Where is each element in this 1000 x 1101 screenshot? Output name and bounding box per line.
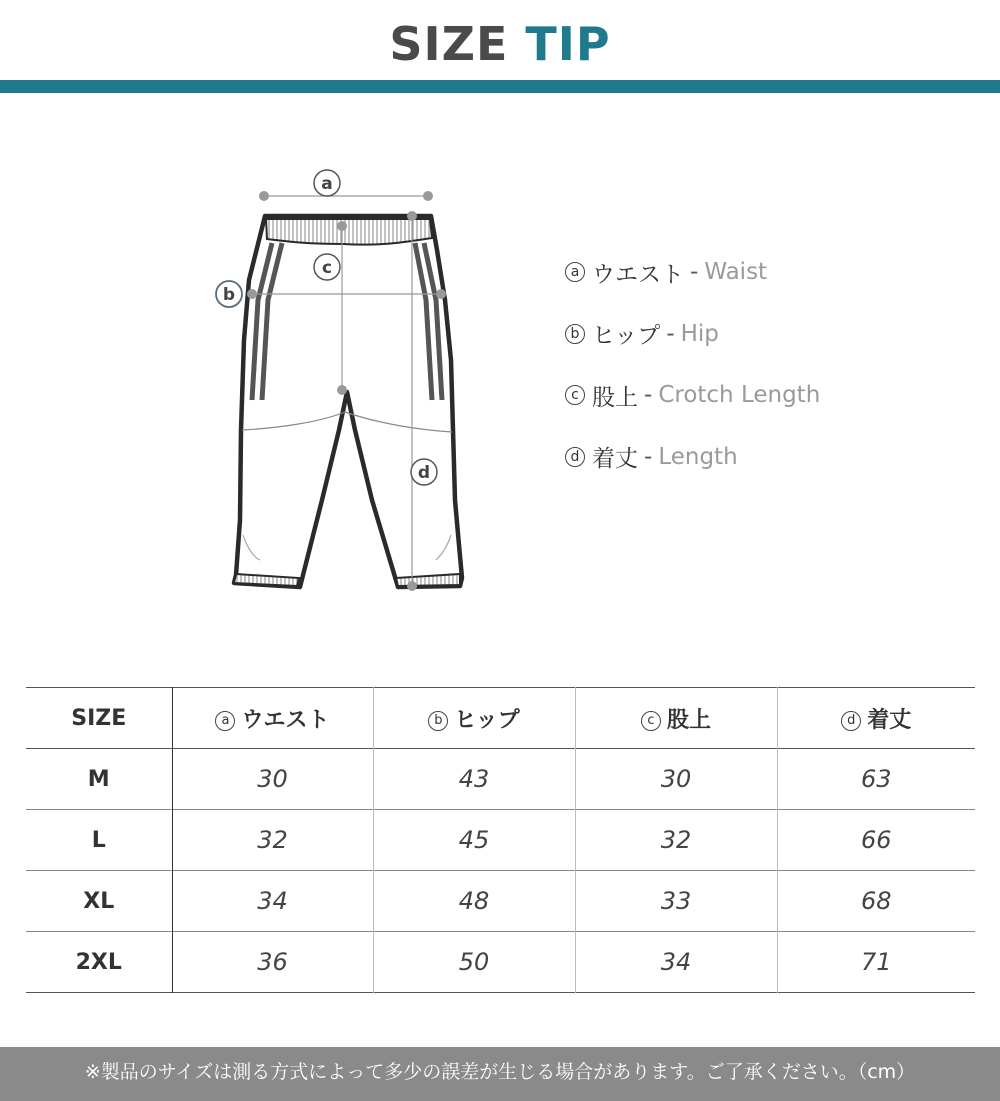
pants-measurement-diagram <box>205 160 485 600</box>
header-hip-label: ヒップ <box>454 707 520 733</box>
table-header-row <box>26 688 975 749</box>
header-length <box>777 688 975 749</box>
marker-a <box>314 170 340 196</box>
table-row <box>26 810 975 871</box>
page-title <box>0 14 1000 74</box>
cell-length: 66 <box>777 810 975 871</box>
legend-jp: 着丈 <box>592 446 638 472</box>
marker-d-text: d <box>417 463 431 483</box>
legend-en: Length <box>658 443 738 470</box>
measurement-legend <box>565 252 820 498</box>
marker-b-text: b <box>222 285 236 305</box>
legend-item-hip <box>565 314 820 354</box>
header-waist <box>172 688 373 749</box>
cell-waist: 30 <box>172 749 373 810</box>
cell-size: M <box>87 766 110 792</box>
marker-b-icon: b <box>565 324 585 344</box>
title-tip: TIP <box>525 17 611 71</box>
cell-size: 2XL <box>75 949 122 975</box>
cell-hip: 43 <box>373 749 575 810</box>
legend-jp: ヒップ <box>592 323 661 349</box>
cell-hip: 50 <box>373 932 575 993</box>
legend-en: Crotch Length <box>658 382 821 408</box>
legend-item-length <box>565 437 820 477</box>
header-crotch <box>575 688 777 749</box>
legend-sep: - <box>666 320 675 347</box>
marker-d <box>411 459 437 485</box>
header-crotch-label: 股上 <box>666 707 711 733</box>
header-length-label: 着丈 <box>867 707 912 733</box>
legend-sep: - <box>644 443 653 470</box>
header-accent-bar <box>0 80 1000 93</box>
cell-crotch: 33 <box>575 871 777 932</box>
legend-item-waist <box>565 252 820 292</box>
cell-length: 63 <box>777 749 975 810</box>
header-hip <box>373 688 575 749</box>
legend-item-crotch <box>565 375 820 415</box>
table-row <box>26 749 975 810</box>
cell-crotch: 32 <box>575 810 777 871</box>
marker-a-icon: a <box>565 262 585 282</box>
cell-waist: 32 <box>172 810 373 871</box>
cell-waist: 34 <box>172 871 373 932</box>
marker-a-icon: a <box>215 711 235 731</box>
cell-size: L <box>91 827 106 853</box>
table-row <box>26 871 975 932</box>
legend-jp: ウエスト <box>592 261 684 288</box>
cell-hip: 45 <box>373 810 575 871</box>
marker-b <box>216 281 242 307</box>
cell-length: 68 <box>777 871 975 932</box>
legend-en: Hip <box>680 320 719 347</box>
marker-c-text: c <box>321 258 333 278</box>
title-size: SIZE <box>389 17 509 71</box>
header-waist-label: ウエスト <box>241 707 330 733</box>
marker-d-icon: d <box>565 447 585 467</box>
legend-sep: - <box>690 259 699 285</box>
marker-c <box>314 254 340 280</box>
cell-waist: 36 <box>172 932 373 993</box>
marker-d-icon: d <box>841 711 861 731</box>
waistband <box>266 219 432 245</box>
table-row <box>26 932 975 993</box>
header-size: SIZE <box>71 705 127 731</box>
cell-crotch: 30 <box>575 749 777 810</box>
marker-b-icon: b <box>428 711 448 731</box>
cell-length: 71 <box>777 932 975 993</box>
cell-size: XL <box>83 888 115 914</box>
cell-crotch: 34 <box>575 932 777 993</box>
marker-c-icon: c <box>565 385 585 405</box>
legend-sep: - <box>644 382 653 408</box>
footer-note: ※製品のサイズは測る方式によって多少の誤差が生じる場合があります。ご了承ください。（cm） <box>0 1047 1000 1101</box>
legend-jp: 股上 <box>592 384 638 411</box>
marker-c-icon: c <box>641 711 661 731</box>
marker-a-text: a <box>321 174 333 194</box>
legend-en: Waist <box>704 259 768 285</box>
cell-hip: 48 <box>373 871 575 932</box>
size-table <box>26 687 975 993</box>
